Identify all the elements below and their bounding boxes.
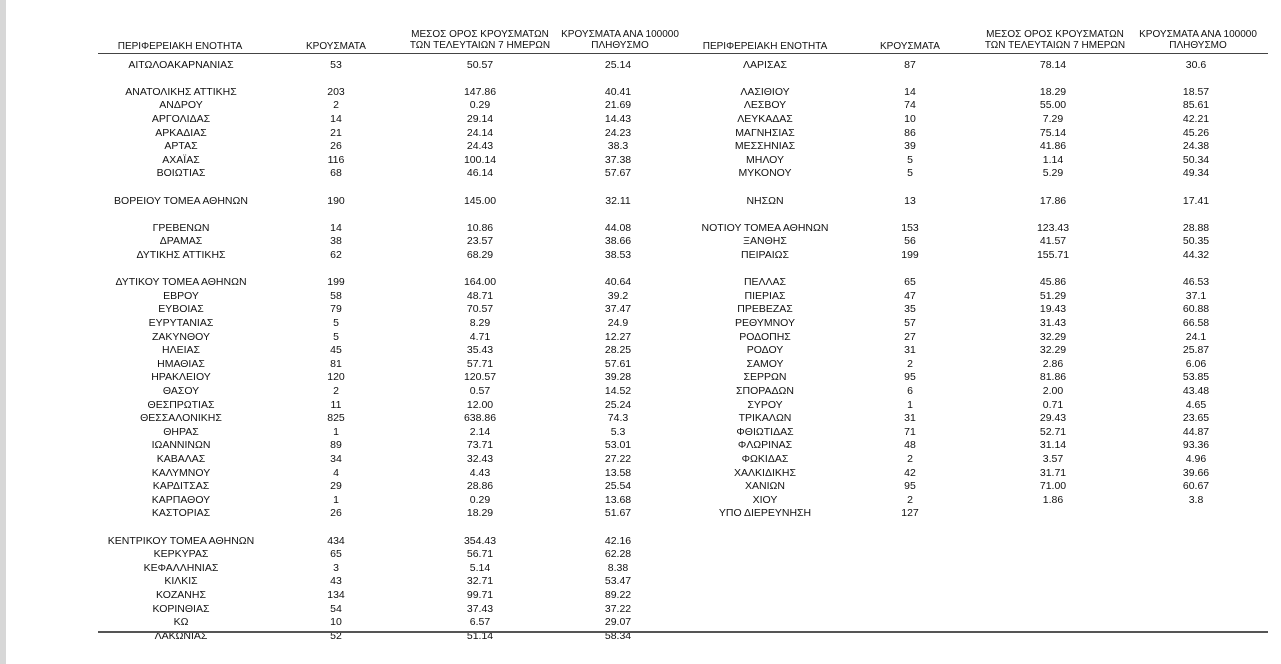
left-per100k-value: 74.3 xyxy=(607,412,629,425)
right-cases-value: 6 xyxy=(907,384,913,397)
left-avg7-value: 99.71 xyxy=(466,588,494,601)
right-cases-value: 87 xyxy=(904,58,916,71)
left-per100k-value: 25.14 xyxy=(604,58,632,71)
left-avg7-value: 120.57 xyxy=(463,371,497,384)
right-per100k-value: 50.34 xyxy=(1182,153,1210,166)
right-avg7-value: 2.00 xyxy=(1042,384,1064,397)
right-cases-value: 47 xyxy=(904,289,916,302)
left-region-name: ΗΜΑΘΙΑΣ xyxy=(157,357,205,370)
right-region-name: ΛΑΣΙΘΙΟΥ xyxy=(740,85,790,98)
left-cases-value: 38 xyxy=(330,235,342,248)
left-cases-value: 62 xyxy=(330,248,342,261)
right-per100k-value: 24.38 xyxy=(1182,140,1210,153)
right-avg7-value: 2.86 xyxy=(1042,357,1064,370)
left-per100k-value: 39.28 xyxy=(604,371,632,384)
left-per100k-value: 25.24 xyxy=(604,398,632,411)
left-avg7-value: 35.43 xyxy=(466,344,494,357)
right-avg7-value: 41.86 xyxy=(1039,140,1067,153)
right-region-name: ΤΡΙΚΑΛΩΝ xyxy=(738,412,792,425)
right-avg7-value: 75.14 xyxy=(1039,126,1067,139)
left-avg7-value: 354.43 xyxy=(463,534,497,547)
right-per100k-value: 60.67 xyxy=(1182,480,1210,493)
right-per100k-value: 39.66 xyxy=(1182,466,1210,479)
right-cases-value: 39 xyxy=(904,140,916,153)
right-avg7-value: 123.43 xyxy=(1036,221,1070,234)
right-avg7-value: 1.86 xyxy=(1042,493,1064,506)
header-cases-right: ΚΡΟΥΣΜΑΤΑ xyxy=(880,41,940,52)
left-region-name: ΑΝΑΤΟΛΙΚΗΣ ΑΤΤΙΚΗΣ xyxy=(125,85,237,98)
right-cases-value: 31 xyxy=(904,412,916,425)
right-avg7-value: 78.14 xyxy=(1039,58,1067,71)
left-per100k-value: 14.52 xyxy=(604,384,632,397)
left-avg7-value: 23.57 xyxy=(466,235,494,248)
left-avg7-value: 145.00 xyxy=(463,194,497,207)
left-per100k-value: 44.08 xyxy=(604,221,632,234)
right-region-name: ΝΗΣΩΝ xyxy=(746,194,784,207)
right-cases-value: 199 xyxy=(901,248,919,261)
left-per100k-value: 24.9 xyxy=(607,316,629,329)
right-cases-value: 95 xyxy=(904,480,916,493)
left-cases-value: 54 xyxy=(330,602,342,615)
left-region-name: ΑΙΤΩΛΟΑΚΑΡΝΑΝΙΑΣ xyxy=(128,58,234,71)
right-avg7-value: 52.71 xyxy=(1039,425,1067,438)
right-region-name: ΣΑΜΟΥ xyxy=(746,357,784,370)
right-region-name: ΝΟΤΙΟΥ ΤΟΜΕΑ ΑΘΗΝΩΝ xyxy=(701,221,829,234)
left-cases-value: 29 xyxy=(330,480,342,493)
left-cases-value: 11 xyxy=(330,398,342,411)
left-region-name: ΚΕΡΚΥΡΑΣ xyxy=(153,548,209,561)
right-per100k-value: 45.26 xyxy=(1182,126,1210,139)
left-per100k-value: 24.23 xyxy=(604,126,632,139)
left-region-name: ΚΑΡΔΙΤΣΑΣ xyxy=(152,480,210,493)
right-per100k-value: 24.1 xyxy=(1185,330,1207,343)
right-region-name: ΦΘΙΩΤΙΔΑΣ xyxy=(736,425,794,438)
right-cases-value: 57 xyxy=(904,316,916,329)
right-per100k-value: 28.88 xyxy=(1182,221,1210,234)
left-per100k-value: 5.3 xyxy=(610,425,626,438)
right-per100k-value: 53.85 xyxy=(1182,371,1210,384)
right-cases-value: 153 xyxy=(901,221,919,234)
right-region-name: ΣΕΡΡΩΝ xyxy=(743,371,787,384)
left-per100k-value: 38.53 xyxy=(604,248,632,261)
left-cases-value: 4 xyxy=(333,466,339,479)
right-cases-value: 31 xyxy=(904,344,916,357)
left-region-name: ΘΑΣΟΥ xyxy=(162,384,200,397)
left-avg7-value: 24.43 xyxy=(466,140,494,153)
left-cases-value: 10 xyxy=(330,616,342,629)
right-per100k-value: 46.53 xyxy=(1182,276,1210,289)
right-region-name: ΧΑΛΚΙΔΙΚΗΣ xyxy=(734,466,796,479)
right-per100k-value: 6.06 xyxy=(1185,357,1207,370)
right-per100k-value: 37.1 xyxy=(1185,289,1207,302)
right-avg7-value: 155.71 xyxy=(1036,248,1070,261)
left-avg7-value: 57.71 xyxy=(466,357,494,370)
left-cases-value: 26 xyxy=(330,507,342,520)
left-region-name: ΔΥΤΙΚΟΥ ΤΟΜΕΑ ΑΘΗΝΩΝ xyxy=(115,276,247,289)
left-region-name: ΚΙΛΚΙΣ xyxy=(164,575,198,588)
left-region-name: ΛΑΚΩΝΙΑΣ xyxy=(154,629,208,642)
right-avg7-value: 41.57 xyxy=(1039,235,1067,248)
left-per100k-value: 21.69 xyxy=(604,99,632,112)
left-avg7-value: 10.86 xyxy=(466,221,494,234)
left-region-name: ΕΥΡΥΤΑΝΙΑΣ xyxy=(148,316,214,329)
left-avg7-value: 164.00 xyxy=(463,276,497,289)
right-avg7-value: 32.29 xyxy=(1039,330,1067,343)
left-avg7-value: 56.71 xyxy=(466,548,494,561)
left-cases-value: 190 xyxy=(327,194,345,207)
left-region-name: ΚΕΦΑΛΛΗΝΙΑΣ xyxy=(143,561,219,574)
right-avg7-value: 3.57 xyxy=(1042,452,1064,465)
right-avg7-value: 45.86 xyxy=(1039,276,1067,289)
left-per100k-value: 32.11 xyxy=(605,194,631,207)
right-cases-value: 127 xyxy=(901,507,919,520)
right-cases-value: 2 xyxy=(907,357,913,370)
left-per100k-value: 37.38 xyxy=(604,153,632,166)
left-avg7-value: 50.57 xyxy=(466,58,494,71)
left-region-name: ΚΑΣΤΟΡΙΑΣ xyxy=(151,507,211,520)
table-bottom-rule xyxy=(98,631,1268,633)
right-per100k-value: 4.65 xyxy=(1185,398,1207,411)
right-region-name: ΥΠΟ ΔΙΕΡΕΥΝΗΣΗ xyxy=(718,507,812,520)
right-region-name: ΡΕΘΥΜΝΟΥ xyxy=(734,316,795,329)
left-cases-value: 14 xyxy=(330,221,342,234)
left-region-name: ΚΩ xyxy=(173,616,189,629)
header-per100k-right: ΚΡΟΥΣΜΑΤΑ ΑΝΑ 100000 ΠΛΗΘΥΣΜΟ xyxy=(1139,29,1257,51)
left-avg7-value: 46.14 xyxy=(466,167,494,180)
right-per100k-value: 17.41 xyxy=(1182,194,1210,207)
left-per100k-value: 42.16 xyxy=(604,534,632,547)
left-per100k-value: 57.67 xyxy=(604,167,632,180)
left-per100k-value: 37.22 xyxy=(604,602,632,615)
left-cases-value: 5 xyxy=(333,316,339,329)
right-cases-value: 65 xyxy=(904,276,916,289)
left-avg7-value: 28.86 xyxy=(466,480,494,493)
right-region-name: ΣΠΟΡΑΔΩΝ xyxy=(736,384,794,397)
right-region-name: ΜΗΛΟΥ xyxy=(746,153,784,166)
right-region-name: ΡΟΔΟΠΗΣ xyxy=(739,330,791,343)
left-region-name: ΑΧΑΪΑΣ xyxy=(162,153,200,166)
right-region-name: ΠΙΕΡΙΑΣ xyxy=(744,289,786,302)
right-per100k-value: 66.58 xyxy=(1182,316,1210,329)
left-region-name: ΘΕΣΣΑΛΟΝΙΚΗΣ xyxy=(140,412,222,425)
right-avg7-value: 32.29 xyxy=(1039,344,1067,357)
left-avg7-value: 68.29 xyxy=(466,248,494,261)
right-region-name: ΧΙΟΥ xyxy=(752,493,778,506)
right-region-name: ΜΕΣΣΗΝΙΑΣ xyxy=(734,140,796,153)
left-avg7-value: 18.29 xyxy=(466,507,494,520)
right-avg7-value: 81.86 xyxy=(1039,371,1067,384)
right-region-name: ΣΥΡΟΥ xyxy=(747,398,783,411)
left-avg7-value: 4.71 xyxy=(469,330,491,343)
right-cases-value: 42 xyxy=(904,466,916,479)
left-avg7-value: 29.14 xyxy=(466,112,494,125)
right-per100k-value: 25.87 xyxy=(1182,344,1210,357)
left-cases-value: 81 xyxy=(330,357,342,370)
header-avg7-left: ΜΕΣΟΣ ΟΡΟΣ ΚΡΟΥΣΜΑΤΩΝ ΤΩΝ ΤΕΛΕΥΤΑΙΩΝ 7 ΗΜΕΡΩΝ xyxy=(409,29,551,51)
right-avg7-value: 7.29 xyxy=(1042,112,1064,125)
right-cases-value: 27 xyxy=(904,330,916,343)
left-avg7-value: 37.43 xyxy=(466,602,494,615)
right-per100k-value: 4.96 xyxy=(1185,452,1207,465)
right-cases-value: 5 xyxy=(907,153,913,166)
left-per100k-value: 29.07 xyxy=(604,616,632,629)
left-cases-value: 1 xyxy=(333,493,339,506)
left-region-name: ΚΑΡΠΑΘΟΥ xyxy=(151,493,211,506)
right-avg7-value: 71.00 xyxy=(1039,480,1067,493)
left-region-name: ΘΗΡΑΣ xyxy=(163,425,199,438)
left-per100k-value: 38.3 xyxy=(607,140,629,153)
header-region-left: ΠΕΡΙΦΕΡΕΙΑΚΗ ΕΝΟΤΗΤΑ xyxy=(117,41,243,52)
right-cases-value: 2 xyxy=(907,452,913,465)
right-avg7-value: 31.43 xyxy=(1039,316,1067,329)
left-per100k-value: 12.27 xyxy=(604,330,632,343)
left-per100k-value: 89.22 xyxy=(604,588,632,601)
left-avg7-value: 5.14 xyxy=(469,561,491,574)
left-cases-value: 34 xyxy=(330,452,342,465)
left-avg7-value: 4.43 xyxy=(469,466,491,479)
right-region-name: ΡΟΔΟΥ xyxy=(746,344,784,357)
left-per100k-value: 62.28 xyxy=(604,548,632,561)
left-per100k-value: 25.54 xyxy=(604,480,632,493)
left-region-name: ΚΕΝΤΡΙΚΟΥ ΤΟΜΕΑ ΑΘΗΝΩΝ xyxy=(107,534,255,547)
right-per100k-value: 23.65 xyxy=(1182,412,1210,425)
window-frame-edge xyxy=(0,0,6,664)
right-avg7-value: 5.29 xyxy=(1042,167,1064,180)
left-region-name: ΙΩΑΝΝΙΝΩΝ xyxy=(151,439,211,452)
left-avg7-value: 12.00 xyxy=(466,398,494,411)
right-per100k-value: 3.8 xyxy=(1188,493,1204,506)
right-cases-value: 56 xyxy=(904,235,916,248)
left-region-name: ΑΡΚΑΔΙΑΣ xyxy=(155,126,207,139)
right-avg7-value: 0.71 xyxy=(1042,398,1064,411)
left-region-name: ΚΟΡΙΝΘΙΑΣ xyxy=(152,602,210,615)
right-cases-value: 14 xyxy=(904,85,916,98)
left-cases-value: 45 xyxy=(330,344,342,357)
right-cases-value: 71 xyxy=(904,425,916,438)
left-cases-value: 2 xyxy=(333,99,339,112)
right-region-name: ΦΩΚΙΔΑΣ xyxy=(741,452,789,465)
left-cases-value: 89 xyxy=(330,439,342,452)
header-avg7-right: ΜΕΣΟΣ ΟΡΟΣ ΚΡΟΥΣΜΑΤΩΝ ΤΩΝ ΤΕΛΕΥΤΑΙΩΝ 7 ΗΜΕΡΩΝ xyxy=(984,29,1126,51)
left-avg7-value: 8.29 xyxy=(469,316,491,329)
right-per100k-value: 30.6 xyxy=(1185,58,1207,71)
left-region-name: ΘΕΣΠΡΩΤΙΑΣ xyxy=(147,398,215,411)
right-cases-value: 48 xyxy=(904,439,916,452)
right-per100k-value: 43.48 xyxy=(1182,384,1210,397)
right-region-name: ΛΑΡΙΣΑΣ xyxy=(743,58,787,71)
left-avg7-value: 147.86 xyxy=(463,85,497,98)
right-cases-value: 5 xyxy=(907,167,913,180)
right-avg7-value: 31.14 xyxy=(1039,439,1067,452)
left-avg7-value: 0.57 xyxy=(469,384,491,397)
left-per100k-value: 28.25 xyxy=(604,344,632,357)
left-per100k-value: 58.34 xyxy=(604,629,632,642)
header-region-right: ΠΕΡΙΦΕΡΕΙΑΚΗ ΕΝΟΤΗΤΑ xyxy=(702,41,828,52)
right-cases-value: 13 xyxy=(904,194,916,207)
left-avg7-value: 73.71 xyxy=(466,439,494,452)
left-per100k-value: 51.67 xyxy=(604,507,632,520)
left-avg7-value: 100.14 xyxy=(463,153,497,166)
right-avg7-value: 19.43 xyxy=(1039,303,1067,316)
right-avg7-value: 18.29 xyxy=(1039,85,1067,98)
left-cases-value: 1 xyxy=(333,425,339,438)
left-cases-value: 68 xyxy=(330,167,342,180)
left-region-name: ΒΟΡΕΙΟΥ ΤΟΜΕΑ ΑΘΗΝΩΝ xyxy=(114,194,248,207)
right-per100k-value: 44.87 xyxy=(1182,425,1210,438)
left-region-name: ΒΟΙΩΤΙΑΣ xyxy=(156,167,206,180)
left-cases-value: 65 xyxy=(330,548,342,561)
left-cases-value: 53 xyxy=(330,58,342,71)
right-avg7-value: 55.00 xyxy=(1039,99,1067,112)
left-per100k-value: 40.64 xyxy=(604,276,632,289)
left-region-name: ΕΒΡΟΥ xyxy=(163,289,199,302)
left-avg7-value: 638.86 xyxy=(463,412,497,425)
left-per100k-value: 53.01 xyxy=(604,439,632,452)
right-cases-value: 10 xyxy=(904,112,916,125)
right-cases-value: 86 xyxy=(904,126,916,139)
right-region-name: ΛΕΥΚΑΔΑΣ xyxy=(737,112,793,125)
left-cases-value: 116 xyxy=(327,153,345,166)
left-cases-value: 825 xyxy=(327,412,345,425)
right-per100k-value: 18.57 xyxy=(1182,85,1210,98)
left-cases-value: 79 xyxy=(330,303,342,316)
table-header-rule xyxy=(98,53,1268,54)
right-per100k-value: 60.88 xyxy=(1182,303,1210,316)
right-region-name: ΞΑΝΘΗΣ xyxy=(743,235,787,248)
right-cases-value: 95 xyxy=(904,371,916,384)
left-cases-value: 434 xyxy=(327,534,345,547)
right-per100k-value: 50.35 xyxy=(1182,235,1210,248)
left-per100k-value: 14.43 xyxy=(604,112,632,125)
left-region-name: ΑΡΤΑΣ xyxy=(164,140,198,153)
right-avg7-value: 1.14 xyxy=(1042,153,1064,166)
left-per100k-value: 57.61 xyxy=(604,357,632,370)
left-region-name: ΚΑΛΥΜΝΟΥ xyxy=(151,466,211,479)
header-cases-left: ΚΡΟΥΣΜΑΤΑ xyxy=(306,41,366,52)
right-per100k-value: 93.36 xyxy=(1182,439,1210,452)
left-avg7-value: 0.29 xyxy=(469,493,491,506)
left-cases-value: 3 xyxy=(333,561,339,574)
left-cases-value: 58 xyxy=(330,289,342,302)
left-per100k-value: 37.47 xyxy=(604,303,632,316)
right-region-name: ΜΑΓΝΗΣΙΑΣ xyxy=(735,126,795,139)
left-per100k-value: 13.58 xyxy=(604,466,632,479)
left-cases-value: 43 xyxy=(330,575,342,588)
left-region-name: ΚΑΒΑΛΑΣ xyxy=(156,452,206,465)
left-cases-value: 2 xyxy=(333,384,339,397)
left-avg7-value: 51.14 xyxy=(466,629,494,642)
left-per100k-value: 8.38 xyxy=(607,561,629,574)
left-cases-value: 21 xyxy=(330,126,342,139)
right-avg7-value: 29.43 xyxy=(1039,412,1067,425)
right-region-name: ΧΑΝΙΩΝ xyxy=(745,480,785,493)
left-region-name: ΖΑΚΥΝΘΟΥ xyxy=(151,330,210,343)
right-region-name: ΠΕΙΡΑΙΩΣ xyxy=(741,248,789,261)
right-per100k-value: 49.34 xyxy=(1182,167,1210,180)
left-cases-value: 120 xyxy=(327,371,345,384)
left-avg7-value: 6.57 xyxy=(469,616,491,629)
left-cases-value: 26 xyxy=(330,140,342,153)
left-per100k-value: 53.47 xyxy=(604,575,632,588)
left-avg7-value: 0.29 xyxy=(469,99,491,112)
left-region-name: ΑΡΓΟΛΙΔΑΣ xyxy=(151,112,211,125)
left-per100k-value: 27.22 xyxy=(604,452,632,465)
left-avg7-value: 2.14 xyxy=(469,425,491,438)
left-cases-value: 14 xyxy=(330,112,342,125)
right-per100k-value: 85.61 xyxy=(1182,99,1210,112)
right-region-name: ΠΡΕΒΕΖΑΣ xyxy=(737,303,793,316)
left-region-name: ΔΡΑΜΑΣ xyxy=(159,235,203,248)
left-cases-value: 203 xyxy=(327,85,345,98)
right-avg7-value: 17.86 xyxy=(1039,194,1067,207)
right-cases-value: 35 xyxy=(904,303,916,316)
left-region-name: ΔΥΤΙΚΗΣ ΑΤΤΙΚΗΣ xyxy=(136,248,226,261)
left-region-name: ΓΡΕΒΕΝΩΝ xyxy=(152,221,210,234)
left-avg7-value: 48.71 xyxy=(466,289,494,302)
left-per100k-value: 40.41 xyxy=(604,85,632,98)
left-per100k-value: 39.2 xyxy=(607,289,629,302)
left-region-name: ΕΥΒΟΙΑΣ xyxy=(158,303,204,316)
left-region-name: ΗΡΑΚΛΕΙΟΥ xyxy=(151,371,211,384)
right-region-name: ΠΕΛΛΑΣ xyxy=(743,276,787,289)
left-region-name: ΗΛΕΙΑΣ xyxy=(161,344,200,357)
left-region-name: ΚΟΖΑΝΗΣ xyxy=(156,588,206,601)
left-avg7-value: 32.43 xyxy=(466,452,494,465)
left-per100k-value: 13.68 xyxy=(604,493,632,506)
header-per100k-left: ΚΡΟΥΣΜΑΤΑ ΑΝΑ 100000 ΠΛΗΘΥΣΜΟ xyxy=(561,29,679,51)
right-cases-value: 1 xyxy=(907,398,913,411)
right-cases-value: 2 xyxy=(907,493,913,506)
right-region-name: ΜΥΚΟΝΟΥ xyxy=(738,167,792,180)
right-per100k-value: 42.21 xyxy=(1182,112,1210,125)
right-region-name: ΛΕΣΒΟΥ xyxy=(743,99,787,112)
left-per100k-value: 38.66 xyxy=(604,235,632,248)
left-avg7-value: 70.57 xyxy=(466,303,494,316)
left-region-name: ΑΝΔΡΟΥ xyxy=(159,99,203,112)
left-cases-value: 199 xyxy=(327,276,345,289)
left-cases-value: 52 xyxy=(330,629,342,642)
right-avg7-value: 31.71 xyxy=(1039,466,1067,479)
right-cases-value: 74 xyxy=(904,99,916,112)
left-cases-value: 5 xyxy=(333,330,339,343)
left-cases-value: 134 xyxy=(327,588,345,601)
right-per100k-value: 44.32 xyxy=(1182,248,1210,261)
left-avg7-value: 32.71 xyxy=(466,575,494,588)
left-avg7-value: 24.14 xyxy=(466,126,494,139)
right-region-name: ΦΛΩΡΙΝΑΣ xyxy=(737,439,793,452)
right-avg7-value: 51.29 xyxy=(1039,289,1067,302)
